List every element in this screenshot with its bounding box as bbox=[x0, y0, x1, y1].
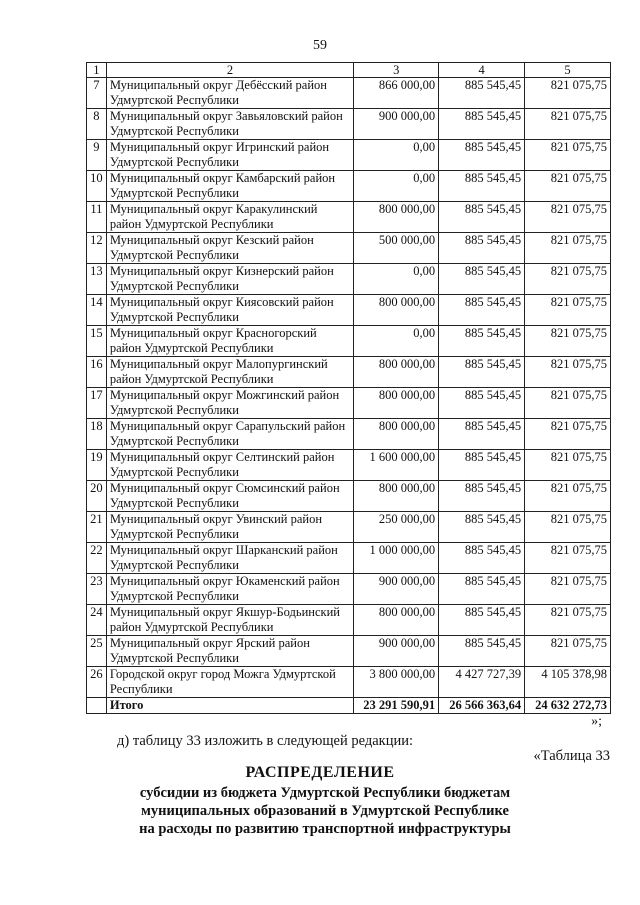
amount-col4: 885 545,45 bbox=[439, 636, 525, 667]
amount-col3: 250 000,00 bbox=[354, 512, 439, 543]
subsidy-table bbox=[86, 62, 611, 714]
row-number: 15 bbox=[87, 326, 107, 357]
amount-col3: 900 000,00 bbox=[354, 109, 439, 140]
amount-col3: 0,00 bbox=[354, 171, 439, 202]
amount-col4: 885 545,45 bbox=[439, 450, 525, 481]
amount-col5: 821 075,75 bbox=[525, 357, 611, 388]
amount-col5: 821 075,75 bbox=[525, 78, 611, 109]
municipality-name: Муниципальный округ Завьяловский район Удмуртской Республики bbox=[106, 109, 353, 140]
table-row bbox=[87, 202, 611, 233]
municipality-name: Муниципальный округ Сарапульский район Удмуртской Республики bbox=[106, 419, 353, 450]
document-subtitle bbox=[60, 784, 590, 838]
row-number: 10 bbox=[87, 171, 107, 202]
table-row bbox=[87, 140, 611, 171]
amount-col3: 0,00 bbox=[354, 140, 439, 171]
document-title: РАСПРЕДЕЛЕНИЕ bbox=[245, 764, 395, 781]
row-number: 25 bbox=[87, 636, 107, 667]
row-number: 7 bbox=[87, 78, 107, 109]
amount-col4: 885 545,45 bbox=[439, 326, 525, 357]
row-number: 24 bbox=[87, 605, 107, 636]
amount-col5: 821 075,75 bbox=[525, 233, 611, 264]
column-number: 5 bbox=[525, 63, 611, 78]
amount-col3: 800 000,00 bbox=[354, 357, 439, 388]
amount-col4: 885 545,45 bbox=[439, 605, 525, 636]
row-number: 12 bbox=[87, 233, 107, 264]
row-number: 22 bbox=[87, 543, 107, 574]
row-number: 17 bbox=[87, 388, 107, 419]
amount-col5: 821 075,75 bbox=[525, 450, 611, 481]
row-number: 21 bbox=[87, 512, 107, 543]
amount-col3: 0,00 bbox=[354, 326, 439, 357]
row-number: 18 bbox=[87, 419, 107, 450]
table-row bbox=[87, 357, 611, 388]
amount-col5: 821 075,75 bbox=[525, 264, 611, 295]
amendment-instruction: д) таблицу 33 изложить в следующей редакции: bbox=[117, 733, 414, 749]
row-number: 23 bbox=[87, 574, 107, 605]
amount-col3: 800 000,00 bbox=[354, 481, 439, 512]
subsidy-table-body bbox=[87, 63, 611, 714]
table-row bbox=[87, 543, 611, 574]
row-number: 14 bbox=[87, 295, 107, 326]
total-row bbox=[87, 698, 611, 714]
column-number: 1 bbox=[87, 63, 107, 78]
municipality-name: Городской округ город Можга Удмуртской Республики bbox=[106, 667, 353, 698]
amount-col4: 885 545,45 bbox=[439, 264, 525, 295]
amount-col5: 821 075,75 bbox=[525, 171, 611, 202]
amount-col4: 885 545,45 bbox=[439, 171, 525, 202]
row-number: 26 bbox=[87, 667, 107, 698]
row-number: 8 bbox=[87, 109, 107, 140]
table-row bbox=[87, 171, 611, 202]
amount-col5: 821 075,75 bbox=[525, 543, 611, 574]
amount-col5: 821 075,75 bbox=[525, 636, 611, 667]
municipality-name: Муниципальный округ Можгинский район Удмуртской Республики bbox=[106, 388, 353, 419]
amount-col5: 821 075,75 bbox=[525, 295, 611, 326]
amount-col3: 800 000,00 bbox=[354, 419, 439, 450]
page-number: 59 bbox=[313, 38, 327, 53]
amount-col3: 800 000,00 bbox=[354, 295, 439, 326]
amount-col4: 885 545,45 bbox=[439, 78, 525, 109]
amount-col5: 821 075,75 bbox=[525, 481, 611, 512]
amount-col3: 800 000,00 bbox=[354, 202, 439, 233]
municipality-name: Муниципальный округ Шарканский район Удмуртской Республики bbox=[106, 543, 353, 574]
amount-col4: 885 545,45 bbox=[439, 512, 525, 543]
table-row bbox=[87, 450, 611, 481]
total-label: Итого bbox=[106, 698, 353, 714]
municipality-name: Муниципальный округ Увинский район Удмуртской Республики bbox=[106, 512, 353, 543]
municipality-name: Муниципальный округ Красногорский район Удмуртской Республики bbox=[106, 326, 353, 357]
total-col5: 24 632 272,73 bbox=[525, 698, 611, 714]
table-row bbox=[87, 636, 611, 667]
amount-col5: 4 105 378,98 bbox=[525, 667, 611, 698]
municipality-name: Муниципальный округ Селтинский район Удмуртской Республики bbox=[106, 450, 353, 481]
table-row bbox=[87, 667, 611, 698]
column-number: 3 bbox=[354, 63, 439, 78]
amount-col4: 885 545,45 bbox=[439, 481, 525, 512]
amount-col5: 821 075,75 bbox=[525, 574, 611, 605]
table-row bbox=[87, 512, 611, 543]
amount-col5: 821 075,75 bbox=[525, 140, 611, 171]
row-number: 16 bbox=[87, 357, 107, 388]
municipality-name: Муниципальный округ Кезский район Удмуртской Республики bbox=[106, 233, 353, 264]
amount-col5: 821 075,75 bbox=[525, 388, 611, 419]
column-number-row bbox=[87, 63, 611, 78]
municipality-name: Муниципальный округ Кизнерский район Удмуртской Республики bbox=[106, 264, 353, 295]
table-row bbox=[87, 295, 611, 326]
municipality-name: Муниципальный округ Киясовский район Удмуртской Республики bbox=[106, 295, 353, 326]
amount-col3: 1 000 000,00 bbox=[354, 543, 439, 574]
amount-col3: 866 000,00 bbox=[354, 78, 439, 109]
amount-col3: 3 800 000,00 bbox=[354, 667, 439, 698]
subtitle-line: муниципальных образований в Удмуртской Республике bbox=[141, 803, 509, 819]
amount-col3: 800 000,00 bbox=[354, 605, 439, 636]
municipality-name: Муниципальный округ Игринский район Удмуртской Республики bbox=[106, 140, 353, 171]
amount-col3: 900 000,00 bbox=[354, 574, 439, 605]
table-row bbox=[87, 326, 611, 357]
amount-col4: 885 545,45 bbox=[439, 202, 525, 233]
table-caption: «Таблица 33 bbox=[533, 748, 610, 764]
column-number: 2 bbox=[106, 63, 353, 78]
municipality-name: Муниципальный округ Ярский район Удмуртской Республики bbox=[106, 636, 353, 667]
table-row bbox=[87, 78, 611, 109]
amount-col5: 821 075,75 bbox=[525, 512, 611, 543]
amount-col5: 821 075,75 bbox=[525, 109, 611, 140]
municipality-name: Муниципальный округ Дебёсский район Удмуртской Республики bbox=[106, 78, 353, 109]
amount-col3: 500 000,00 bbox=[354, 233, 439, 264]
amount-col5: 821 075,75 bbox=[525, 202, 611, 233]
amount-col4: 885 545,45 bbox=[439, 574, 525, 605]
table-row bbox=[87, 574, 611, 605]
row-number: 9 bbox=[87, 140, 107, 171]
subtitle-line: на расходы по развитию транспортной инфраструктуры bbox=[139, 821, 511, 837]
amount-col5: 821 075,75 bbox=[525, 326, 611, 357]
amount-col3: 800 000,00 bbox=[354, 388, 439, 419]
table-row bbox=[87, 605, 611, 636]
row-number: 19 bbox=[87, 450, 107, 481]
table-row bbox=[87, 109, 611, 140]
table-row bbox=[87, 233, 611, 264]
amount-col4: 885 545,45 bbox=[439, 388, 525, 419]
amount-col4: 885 545,45 bbox=[439, 543, 525, 574]
row-number: 11 bbox=[87, 202, 107, 233]
amount-col4: 885 545,45 bbox=[439, 233, 525, 264]
amount-col3: 900 000,00 bbox=[354, 636, 439, 667]
amount-col5: 821 075,75 bbox=[525, 605, 611, 636]
municipality-name: Муниципальный округ Каракулинский район Удмуртской Республики bbox=[106, 202, 353, 233]
total-number-cell bbox=[87, 698, 107, 714]
closing-quote: »; bbox=[591, 714, 602, 729]
row-number: 13 bbox=[87, 264, 107, 295]
municipality-name: Муниципальный округ Юкаменский район Удмуртской Республики bbox=[106, 574, 353, 605]
total-col4: 26 566 363,64 bbox=[439, 698, 525, 714]
municipality-name: Муниципальный округ Малопургинский район Удмуртской Республики bbox=[106, 357, 353, 388]
total-col3: 23 291 590,91 bbox=[354, 698, 439, 714]
amount-col5: 821 075,75 bbox=[525, 419, 611, 450]
amount-col4: 885 545,45 bbox=[439, 140, 525, 171]
row-number: 20 bbox=[87, 481, 107, 512]
amount-col4: 885 545,45 bbox=[439, 295, 525, 326]
table-row bbox=[87, 481, 611, 512]
amount-col3: 0,00 bbox=[354, 264, 439, 295]
municipality-name: Муниципальный округ Якшур-Бодьинский район Удмуртской Республики bbox=[106, 605, 353, 636]
amount-col4: 885 545,45 bbox=[439, 419, 525, 450]
amount-col4: 885 545,45 bbox=[439, 109, 525, 140]
municipality-name: Муниципальный округ Камбарский район Удмуртской Республики bbox=[106, 171, 353, 202]
municipality-name: Муниципальный округ Сюмсинский район Удмуртской Республики bbox=[106, 481, 353, 512]
table-row bbox=[87, 419, 611, 450]
amount-col4: 885 545,45 bbox=[439, 357, 525, 388]
column-number: 4 bbox=[439, 63, 525, 78]
amount-col4: 4 427 727,39 bbox=[439, 667, 525, 698]
subtitle-line: субсидии из бюджета Удмуртской Республики бюджетам bbox=[139, 785, 511, 801]
table-row bbox=[87, 264, 611, 295]
amount-col3: 1 600 000,00 bbox=[354, 450, 439, 481]
table-row bbox=[87, 388, 611, 419]
